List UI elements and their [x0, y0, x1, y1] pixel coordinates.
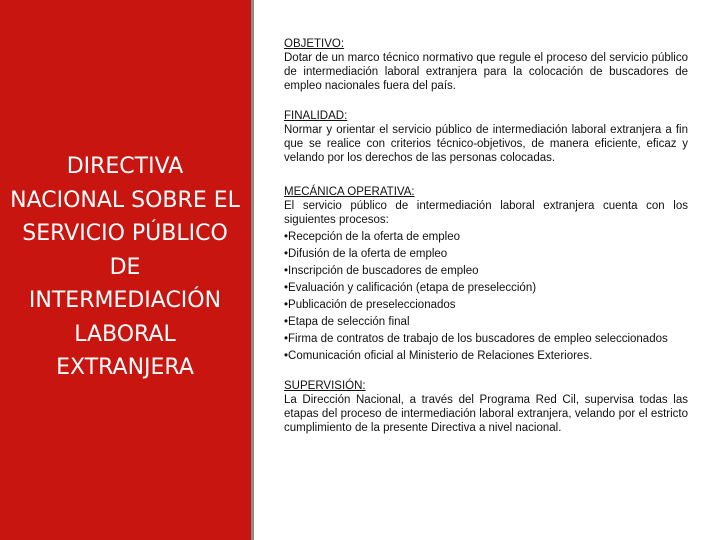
title-line: INTERMEDIACIÓN — [28, 288, 222, 313]
section-finalidad — [284, 109, 688, 165]
section-body: La Dirección Nacional, a través del Programa Red Cil, supervisa todas las etapas del proceso de intermediación laboral extranjera, velando por el estricto cumplimiento de la presente Directiva a nivel nacional. — [284, 394, 688, 434]
section-intro: El servicio público de intermediación laboral extranjera cuenta con los siguientes procesos: — [284, 200, 688, 226]
list-item: •Firma de contratos de trabajo de los buscadores de empleo seleccionados — [284, 333, 668, 345]
title-line: EXTRANJERA — [56, 355, 194, 380]
document-title — [0, 150, 250, 385]
list-item: •Recepción de la oferta de empleo — [284, 231, 460, 243]
section-heading: OBJETIVO: — [284, 38, 345, 50]
section-supervision — [284, 379, 688, 435]
title-line: SERVICIO PÚBLICO — [22, 221, 228, 246]
section-body: Dotar de un marco técnico normativo que regule el proceso del servicio público de intermediación laboral extranjera para la colocación de buscadores de empleo nacionales fuera del país. — [284, 52, 688, 92]
section-heading: SUPERVISIÓN: — [284, 380, 366, 392]
list-item: •Publicación de preseleccionados — [284, 299, 456, 311]
section-mecanica-operativa — [284, 185, 688, 363]
section-heading: MECÁNICA OPERATIVA: — [284, 186, 415, 198]
section-body: Normar y orientar el servicio público de intermediación laboral extranjera a fin que se realice con criterios técnico-objetivos, de manera eficiente, eficaz y velando por los derechos de las personas colocadas. — [284, 124, 688, 164]
title-line: NACIONAL SOBRE EL — [10, 187, 240, 213]
title-line: DE — [109, 254, 141, 280]
title-panel — [0, 0, 254, 540]
title-line: LABORAL — [74, 321, 176, 347]
list-item: •Inscripción de buscadores de empleo — [284, 265, 479, 277]
process-list — [284, 230, 688, 363]
title-line: DIRECTIVA — [66, 154, 184, 179]
section-heading: FINALIDAD: — [284, 110, 348, 122]
list-item: •Etapa de selección final — [284, 316, 410, 328]
list-item: •Difusión de la oferta de empleo — [284, 248, 448, 260]
list-item: •Evaluación y calificación (etapa de preselección) — [284, 282, 537, 294]
list-item: •Comunicación oficial al Ministerio de Relaciones Exteriores. — [284, 350, 593, 362]
section-objetivo — [284, 37, 688, 93]
content-column — [284, 37, 688, 451]
